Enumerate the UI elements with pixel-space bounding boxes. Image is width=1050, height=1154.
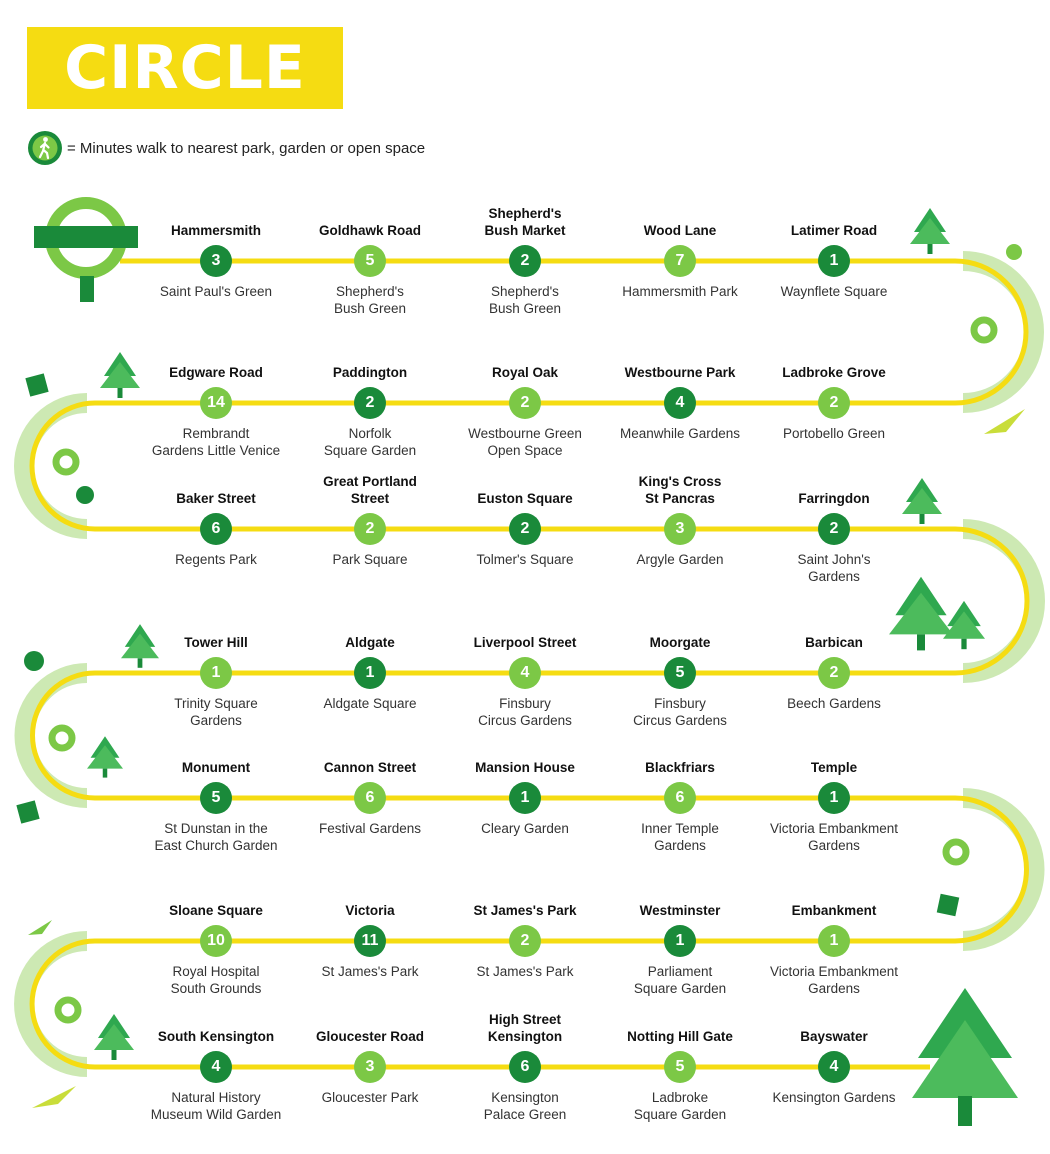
station-name: Farringdon	[798, 491, 870, 506]
station-name: Wood Lane	[643, 223, 717, 238]
minutes-badge: 2	[509, 513, 541, 545]
minutes-badge: 1	[818, 925, 850, 957]
square-icon	[25, 373, 48, 396]
dot-icon	[24, 651, 44, 671]
station-name: Edgware Road	[169, 365, 263, 380]
park-name: Natural History Museum Wild Garden	[150, 1090, 282, 1122]
minutes-badge: 1	[509, 782, 541, 814]
triangle-icon	[984, 409, 1025, 434]
minutes-badge: 2	[509, 245, 541, 277]
park-name: Beech Gardens	[787, 696, 881, 711]
minutes-badge: 4	[200, 1051, 232, 1083]
park-name: Saint Paul's Green	[159, 284, 273, 299]
minutes-badge: 4	[664, 387, 696, 419]
station-name: Goldhawk Road	[318, 223, 421, 238]
station-name: Westminster	[639, 903, 721, 918]
park-name: Park Square	[332, 552, 408, 567]
park-name: Trinity Square Gardens	[174, 696, 258, 728]
ring-icon	[974, 320, 994, 340]
park-name: Festival Gardens	[318, 821, 422, 836]
station-name: King's Cross St Pancras	[638, 474, 722, 506]
underground-roundel-icon	[34, 203, 138, 302]
station-name: Embankment	[791, 903, 877, 918]
minutes-badge: 2	[818, 657, 850, 689]
tree-icon	[910, 208, 950, 254]
park-name: Rembrandt Gardens Little Venice	[151, 426, 281, 458]
park-name: Waynflete Square	[780, 284, 888, 299]
park-name: Saint John's Gardens	[797, 552, 871, 584]
station-name: Moorgate	[649, 635, 711, 650]
minutes-badge: 1	[818, 782, 850, 814]
station-name: Monument	[181, 760, 251, 775]
minutes-badge: 2	[818, 513, 850, 545]
station-name: Victoria	[345, 903, 395, 918]
minutes-badge: 6	[664, 782, 696, 814]
minutes-badge: 3	[664, 513, 696, 545]
minutes-badge: 2	[509, 387, 541, 419]
tree-icon	[943, 601, 985, 649]
legend-text: = Minutes walk to nearest park, garden or open space	[67, 139, 426, 157]
minutes-badge: 2	[354, 513, 386, 545]
park-name: Tolmer's Square	[476, 552, 574, 567]
park-name: Royal Hospital South Grounds	[170, 964, 262, 996]
park-name: Finsbury Circus Gardens	[478, 696, 572, 728]
station-name: South Kensington	[157, 1029, 275, 1044]
station-name: Tower Hill	[184, 635, 248, 650]
park-name: Victoria Embankment Gardens	[769, 821, 899, 853]
park-name: Parliament Square Garden	[633, 964, 727, 996]
station-name: Paddington	[332, 365, 408, 380]
park-name: Gloucester Park	[321, 1090, 419, 1105]
minutes-badge: 6	[200, 513, 232, 545]
station-name: St James's Park	[473, 903, 577, 918]
square-icon	[937, 894, 960, 917]
park-name: Portobello Green	[782, 426, 886, 441]
park-name: Shepherd's Bush Green	[488, 284, 562, 316]
park-name: Hammersmith Park	[622, 284, 738, 299]
page-title: CIRCLE	[64, 33, 306, 103]
large-tree-icon	[912, 988, 1018, 1126]
park-name: Inner Temple Gardens	[641, 821, 719, 853]
station-name: Gloucester Road	[315, 1029, 425, 1044]
ring-icon	[56, 452, 76, 472]
minutes-badge: 10	[200, 925, 232, 957]
minutes-badge: 2	[818, 387, 850, 419]
minutes-badge: 5	[354, 245, 386, 277]
curve-halo-right	[963, 529, 1035, 673]
park-name: Kensington Palace Green	[483, 1090, 567, 1122]
station-name: Mansion House	[475, 760, 575, 775]
station-name: High Street Kensington	[487, 1012, 563, 1044]
minutes-badge: 1	[818, 245, 850, 277]
station-name: Blackfriars	[645, 760, 715, 775]
park-name: Ladbroke Square Garden	[633, 1090, 727, 1122]
minutes-badge: 4	[818, 1051, 850, 1083]
park-name: Westbourne Green Open Space	[468, 426, 582, 458]
park-name: Finsbury Circus Gardens	[633, 696, 727, 728]
ring-icon	[52, 728, 72, 748]
station-name: Euston Square	[477, 491, 573, 506]
park-name: Shepherd's Bush Green	[333, 284, 407, 316]
station-name: Sloane Square	[169, 903, 263, 918]
park-name: Kensington Gardens	[772, 1090, 896, 1105]
minutes-badge: 1	[354, 657, 386, 689]
station-name: Cannon Street	[323, 760, 417, 775]
dot-icon	[1006, 244, 1022, 260]
minutes-badge: 11	[354, 925, 386, 957]
station-name: Royal Oak	[491, 365, 559, 380]
station-name: Barbican	[805, 635, 863, 650]
station-name: Liverpool Street	[473, 635, 577, 650]
square-icon	[16, 800, 39, 823]
station-name: Bayswater	[800, 1029, 868, 1044]
park-name: St James's Park	[476, 964, 574, 979]
station-name: Hammersmith	[170, 223, 262, 238]
minutes-badge: 3	[200, 245, 232, 277]
park-name: St Dunstan in the East Church Garden	[154, 821, 278, 853]
station-name: Latimer Road	[790, 223, 878, 238]
ring-icon	[946, 842, 966, 862]
minutes-badge: 3	[354, 1051, 386, 1083]
minutes-badge: 1	[200, 657, 232, 689]
station-name: Temple	[810, 760, 858, 775]
station-name: Notting Hill Gate	[627, 1029, 733, 1044]
minutes-badge: 2	[354, 387, 386, 419]
tree-icon	[87, 736, 123, 777]
minutes-badge: 5	[200, 782, 232, 814]
minutes-badge: 14	[200, 387, 232, 419]
minutes-badge: 5	[664, 657, 696, 689]
minutes-badge: 7	[664, 245, 696, 277]
tree-icon	[94, 1014, 134, 1060]
station-name: Westbourne Park	[624, 365, 736, 380]
tree-icon	[100, 352, 140, 398]
park-name: Norfolk Square Garden	[323, 426, 417, 458]
minutes-badge: 6	[509, 1051, 541, 1083]
minutes-badge: 2	[509, 925, 541, 957]
park-name: Victoria Embankment Gardens	[769, 964, 899, 996]
dot-icon	[76, 486, 94, 504]
minutes-badge: 4	[509, 657, 541, 689]
triangle-icon	[32, 1086, 76, 1108]
park-name: Meanwhile Gardens	[619, 426, 741, 441]
park-name: Cleary Garden	[481, 821, 569, 836]
station-name: Great Portland Street	[323, 474, 417, 506]
station-name: Ladbroke Grove	[782, 365, 886, 380]
park-name: Aldgate Square	[323, 696, 417, 711]
minutes-badge: 1	[664, 925, 696, 957]
minutes-badge: 6	[354, 782, 386, 814]
station-name: Shepherd's Bush Market	[484, 206, 566, 238]
triangle-icon	[28, 920, 52, 935]
curve-halo-right	[963, 798, 1035, 941]
park-name: Regents Park	[175, 552, 257, 567]
station-name: Aldgate	[345, 635, 395, 650]
station-name: Baker Street	[176, 491, 256, 506]
park-name: St James's Park	[321, 964, 419, 979]
minutes-badge: 5	[664, 1051, 696, 1083]
ring-icon	[58, 1000, 78, 1020]
park-name: Argyle Garden	[636, 552, 724, 567]
